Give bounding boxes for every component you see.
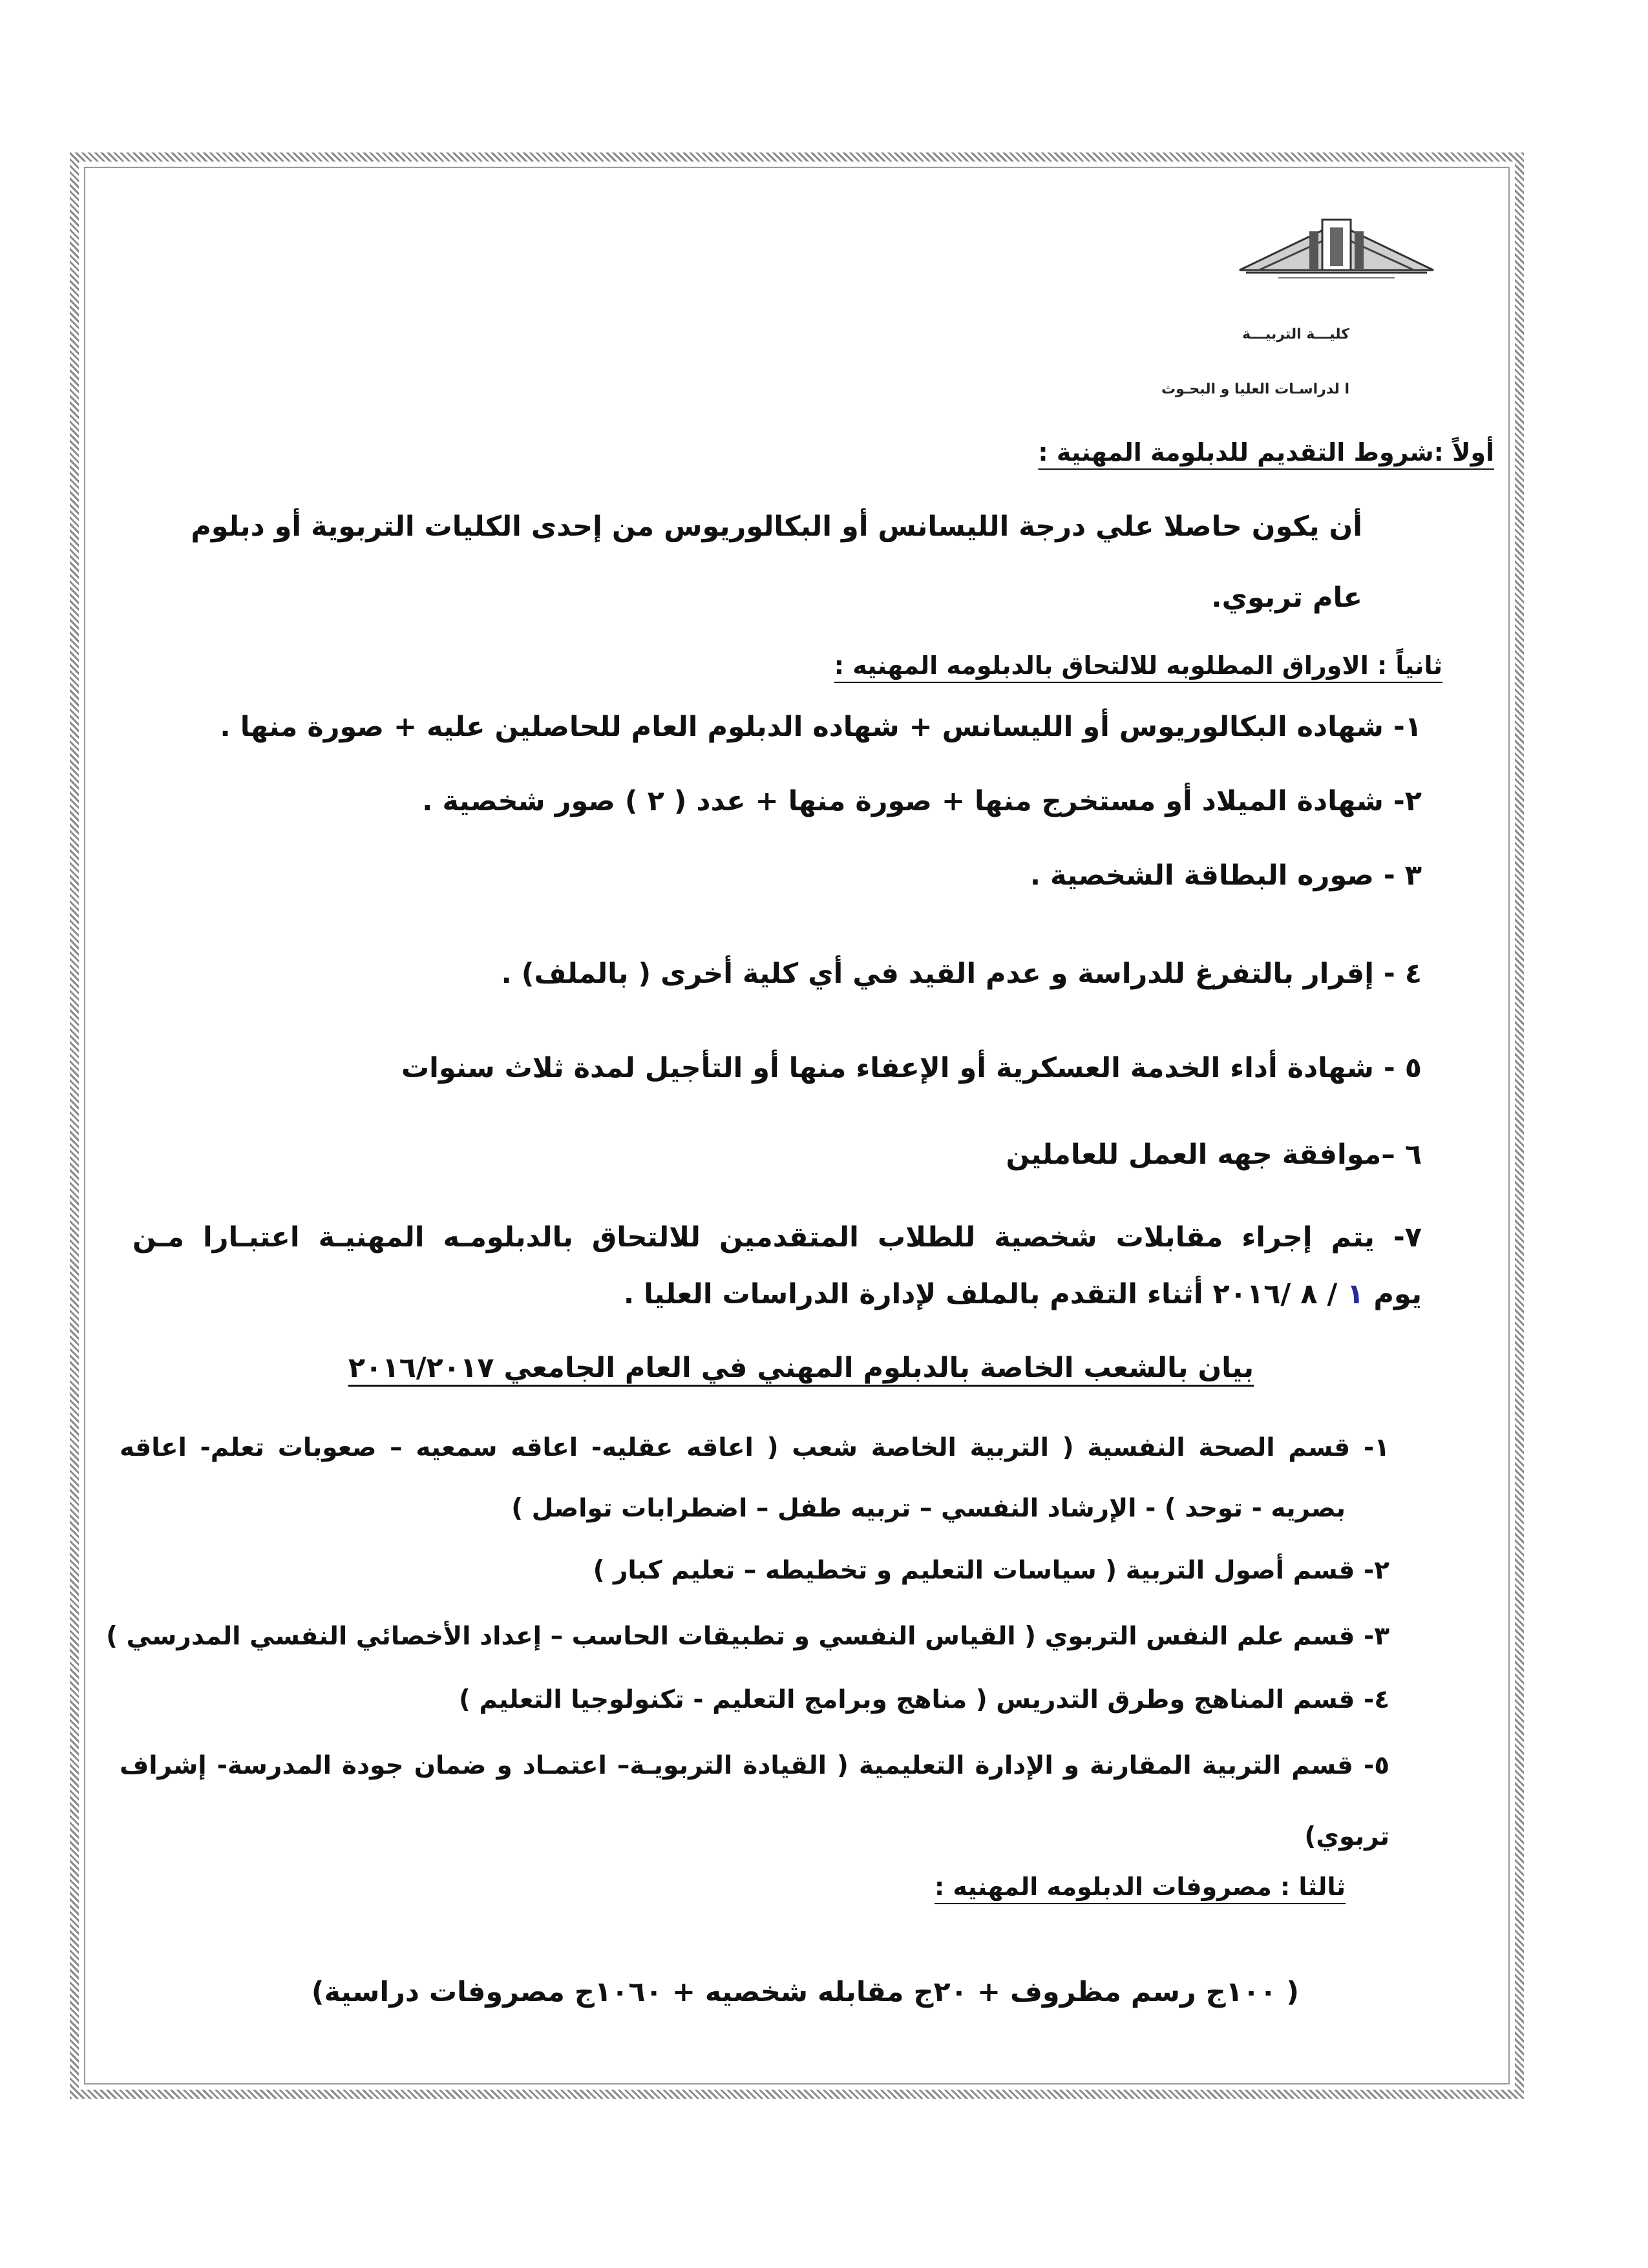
required-doc-4: ٤ - إقرار بالتفرغ للدراسة و عدم القيد في أي كلية أخرى ( بالملف) . [501, 958, 1422, 990]
faculty-name: كليـــة التربيـــة [1242, 326, 1349, 342]
division-line-5: ٤- قسم المناهج وطرق التدريس ( مناهج وبرامج التعليم - تكنولوجيا التعليم ) [458, 1685, 1389, 1714]
section-3-title: ثالثا : مصروفات الدبلومه المهنيه : [934, 1873, 1346, 1901]
department-name: ا لدراسـات العليا و البحـوث [1161, 381, 1349, 397]
university-logo [1233, 205, 1440, 283]
division-line-1: ١- قسم الصحة النفسية ( التربية الخاصة شعب ( اعاقه عقليه- اعاقه سمعيه – صعوبات تعلم- اعاقه [120, 1433, 1389, 1462]
interview-date-rest: / ٨ /٢٠١٦ أثناء التقدم بالملف لإدارة الدراسات العليا . [623, 1278, 1338, 1310]
division-line-6: ٥- قسم التربية المقارنة و الإدارة التعليمية ( القيادة التربويـة– اعتمـاد و ضمان جودة المدرسة- إشراف [120, 1751, 1389, 1780]
interview-day-label: يوم [1373, 1278, 1422, 1310]
division-line-2: بصريه - توحد ) - الإرشاد النفسي – تربيه طفل – اضطرابات تواصل ) [511, 1494, 1346, 1523]
division-line-3: ٢- قسم أصول التربية ( سياسات التعليم و تخطيطه – تعليم كبار ) [593, 1556, 1389, 1585]
divisions-title: بيان بالشعب الخاصة بالدبلوم المهني في العام الجامعي ٢٠١٦/٢٠١٧ [348, 1352, 1254, 1384]
required-doc-5: ٥ - شهادة أداء الخدمة العسكرية أو الإعفاء منها أو التأجيل لمدة ثلاث سنوات [401, 1052, 1422, 1084]
fees-line: ( ١٠٠ج رسم مظروف + ٢٠ج مقابله شخصيه + ١٠٦٠ج مصروفات دراسية) [311, 1976, 1299, 2008]
interview-day-number: ١ [1347, 1278, 1364, 1310]
required-doc-7-line-1: ٧- يتم إجراء مقابلات شخصية للطلاب المتقدمين للالتحاق بالدبلومـه المهنيـة اعتبـارا مـن [132, 1221, 1422, 1254]
required-doc-1: ١- شهاده البكالوريوس أو الليسانس + شهاده الدبلوم العام للحاصلين عليه + صورة منها . [220, 711, 1422, 743]
required-doc-3: ٣ - صوره البطاقة الشخصية . [1030, 859, 1422, 892]
section-1-text-line-1: أن يكون حاصلا علي درجة الليسانس أو البكالوريوس من إحدى الكليات التربوية أو دبلوم [191, 510, 1362, 543]
section-2-title: ثانياً : الاوراق المطلوبه للالتحاق بالدبلومه المهنيه : [834, 651, 1442, 680]
section-1-text-line-2: عام تربوي. [1211, 582, 1362, 614]
required-doc-2: ٢- شهادة الميلاد أو مستخرج منها + صورة منها + عدد ( ٢ ) صور شخصية . [422, 785, 1422, 817]
section-1-title: أولاً :شروط التقديم للدبلومة المهنية : [1038, 438, 1494, 467]
required-doc-7-line-2 [624, 1278, 1422, 1310]
division-line-4: ٣- قسم علم النفس التربوي ( القياس النفسي و تطبيقات الحاسب – إعداد الأخصائي النفسي المدرسي ) [106, 1622, 1389, 1651]
required-doc-6: ٦ –موافقة جهه العمل للعاملين [1006, 1139, 1422, 1171]
division-line-7: تربوي) [1304, 1822, 1389, 1851]
